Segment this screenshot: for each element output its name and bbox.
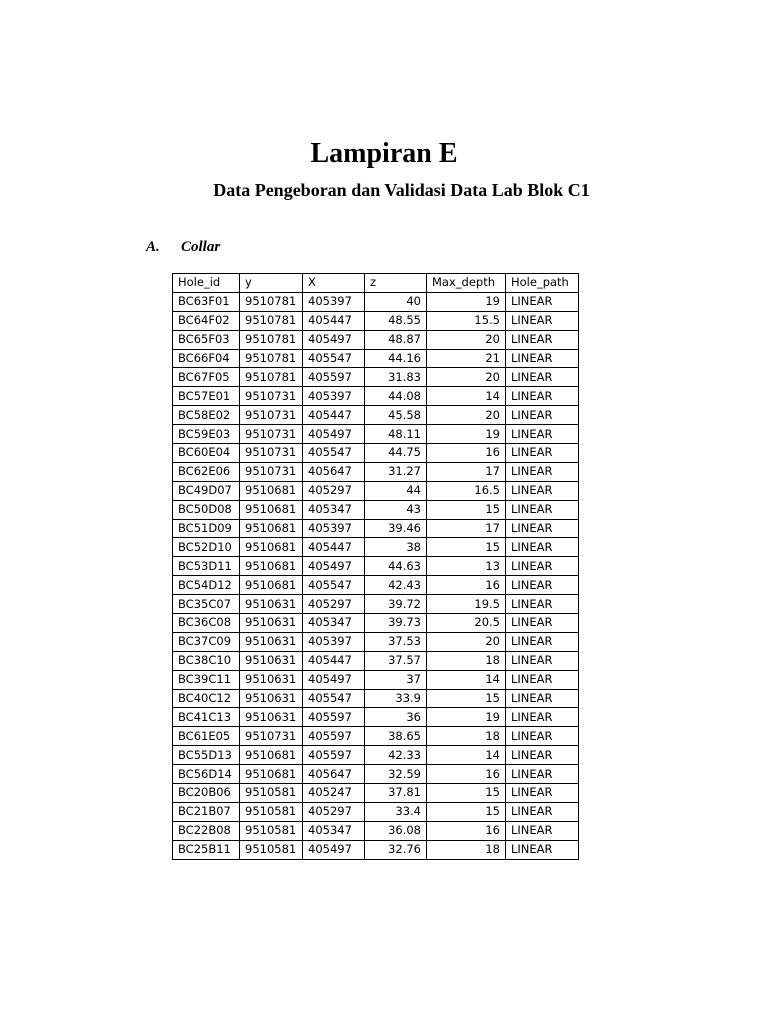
cell-y: 9510781 bbox=[240, 368, 303, 387]
cell-hole-path: LINEAR bbox=[506, 765, 579, 784]
table-row bbox=[173, 349, 579, 368]
cell-z: 32.59 bbox=[365, 765, 427, 784]
cell-y: 9510681 bbox=[240, 519, 303, 538]
cell-z: 37 bbox=[365, 670, 427, 689]
cell-hole-id: BC20B06 bbox=[173, 784, 240, 803]
cell-hole-id: BC51D09 bbox=[173, 519, 240, 538]
cell-max-depth: 14 bbox=[427, 670, 506, 689]
cell-hole-id: BC36C08 bbox=[173, 614, 240, 633]
cell-max-depth: 16 bbox=[427, 576, 506, 595]
cell-hole-id: BC66F04 bbox=[173, 349, 240, 368]
cell-y: 9510681 bbox=[240, 765, 303, 784]
cell-x: 405247 bbox=[303, 784, 365, 803]
cell-y: 9510681 bbox=[240, 538, 303, 557]
cell-x: 405397 bbox=[303, 292, 365, 311]
cell-x: 405647 bbox=[303, 462, 365, 481]
table-row bbox=[173, 368, 579, 387]
cell-hole-path: LINEAR bbox=[506, 444, 579, 463]
cell-max-depth: 16 bbox=[427, 765, 506, 784]
table-row bbox=[173, 802, 579, 821]
cell-y: 9510781 bbox=[240, 311, 303, 330]
page-title: Lampiran E bbox=[310, 138, 458, 169]
cell-max-depth: 20 bbox=[427, 330, 506, 349]
collar-table-body bbox=[173, 292, 579, 859]
table-row bbox=[173, 727, 579, 746]
cell-hole-path: LINEAR bbox=[506, 519, 579, 538]
collar-table bbox=[172, 273, 579, 860]
cell-max-depth: 14 bbox=[427, 387, 506, 406]
cell-hole-id: BC39C11 bbox=[173, 670, 240, 689]
cell-hole-id: BC35C07 bbox=[173, 595, 240, 614]
cell-max-depth: 19.5 bbox=[427, 595, 506, 614]
cell-max-depth: 20.5 bbox=[427, 614, 506, 633]
table-row bbox=[173, 614, 579, 633]
cell-x: 405547 bbox=[303, 576, 365, 595]
cell-z: 44 bbox=[365, 481, 427, 500]
cell-hole-id: BC67F05 bbox=[173, 368, 240, 387]
cell-hole-path: LINEAR bbox=[506, 727, 579, 746]
cell-z: 38 bbox=[365, 538, 427, 557]
cell-z: 43 bbox=[365, 500, 427, 519]
cell-y: 9510681 bbox=[240, 481, 303, 500]
cell-y: 9510731 bbox=[240, 462, 303, 481]
cell-hole-path: LINEAR bbox=[506, 481, 579, 500]
table-row bbox=[173, 708, 579, 727]
section-letter: A. bbox=[146, 239, 160, 255]
cell-y: 9510631 bbox=[240, 689, 303, 708]
cell-x: 405447 bbox=[303, 651, 365, 670]
cell-z: 33.9 bbox=[365, 689, 427, 708]
cell-hole-id: BC56D14 bbox=[173, 765, 240, 784]
cell-z: 31.27 bbox=[365, 462, 427, 481]
cell-hole-path: LINEAR bbox=[506, 614, 579, 633]
cell-x: 405397 bbox=[303, 519, 365, 538]
header-hole-path: Hole_path bbox=[506, 274, 579, 293]
cell-max-depth: 19 bbox=[427, 708, 506, 727]
cell-z: 39.46 bbox=[365, 519, 427, 538]
header-max-depth: Max_depth bbox=[427, 274, 506, 293]
cell-z: 45.58 bbox=[365, 406, 427, 425]
cell-y: 9510681 bbox=[240, 500, 303, 519]
cell-max-depth: 15 bbox=[427, 784, 506, 803]
cell-y: 9510781 bbox=[240, 292, 303, 311]
table-row bbox=[173, 292, 579, 311]
cell-max-depth: 19 bbox=[427, 292, 506, 311]
cell-x: 405397 bbox=[303, 632, 365, 651]
cell-x: 405597 bbox=[303, 368, 365, 387]
cell-z: 48.11 bbox=[365, 425, 427, 444]
cell-x: 405447 bbox=[303, 538, 365, 557]
cell-z: 37.81 bbox=[365, 784, 427, 803]
cell-max-depth: 18 bbox=[427, 651, 506, 670]
table-row bbox=[173, 557, 579, 576]
cell-hole-id: BC22B08 bbox=[173, 821, 240, 840]
table-row bbox=[173, 632, 579, 651]
cell-max-depth: 21 bbox=[427, 349, 506, 368]
cell-x: 405647 bbox=[303, 765, 365, 784]
cell-y: 9510731 bbox=[240, 727, 303, 746]
table-row bbox=[173, 595, 579, 614]
cell-x: 405447 bbox=[303, 406, 365, 425]
table-row bbox=[173, 821, 579, 840]
cell-hole-id: BC64F02 bbox=[173, 311, 240, 330]
cell-hole-id: BC54D12 bbox=[173, 576, 240, 595]
table-row bbox=[173, 576, 579, 595]
cell-hole-id: BC40C12 bbox=[173, 689, 240, 708]
cell-x: 405297 bbox=[303, 481, 365, 500]
cell-hole-path: LINEAR bbox=[506, 462, 579, 481]
table-row bbox=[173, 311, 579, 330]
cell-x: 405497 bbox=[303, 840, 365, 859]
cell-z: 33.4 bbox=[365, 802, 427, 821]
cell-x: 405497 bbox=[303, 425, 365, 444]
table-row bbox=[173, 481, 579, 500]
table-row bbox=[173, 500, 579, 519]
cell-hole-path: LINEAR bbox=[506, 689, 579, 708]
cell-y: 9510631 bbox=[240, 595, 303, 614]
cell-y: 9510631 bbox=[240, 670, 303, 689]
cell-y: 9510631 bbox=[240, 651, 303, 670]
cell-y: 9510731 bbox=[240, 444, 303, 463]
cell-hole-id: BC61E05 bbox=[173, 727, 240, 746]
cell-y: 9510681 bbox=[240, 557, 303, 576]
cell-max-depth: 19 bbox=[427, 425, 506, 444]
table-header-row bbox=[173, 274, 579, 293]
cell-z: 44.16 bbox=[365, 349, 427, 368]
cell-hole-path: LINEAR bbox=[506, 292, 579, 311]
table-row bbox=[173, 765, 579, 784]
cell-z: 39.73 bbox=[365, 614, 427, 633]
table-row bbox=[173, 651, 579, 670]
cell-y: 9510681 bbox=[240, 576, 303, 595]
cell-hole-path: LINEAR bbox=[506, 708, 579, 727]
table-row bbox=[173, 784, 579, 803]
cell-x: 405347 bbox=[303, 614, 365, 633]
cell-z: 39.72 bbox=[365, 595, 427, 614]
cell-max-depth: 14 bbox=[427, 746, 506, 765]
cell-x: 405547 bbox=[303, 349, 365, 368]
cell-hole-id: BC60E04 bbox=[173, 444, 240, 463]
cell-max-depth: 17 bbox=[427, 519, 506, 538]
table-row bbox=[173, 538, 579, 557]
header-y: y bbox=[240, 274, 303, 293]
cell-hole-path: LINEAR bbox=[506, 576, 579, 595]
cell-z: 48.55 bbox=[365, 311, 427, 330]
cell-max-depth: 13 bbox=[427, 557, 506, 576]
cell-x: 405497 bbox=[303, 670, 365, 689]
section-name: Collar bbox=[181, 239, 221, 255]
cell-hole-path: LINEAR bbox=[506, 330, 579, 349]
cell-hole-id: BC49D07 bbox=[173, 481, 240, 500]
cell-max-depth: 15 bbox=[427, 802, 506, 821]
cell-hole-id: BC63F01 bbox=[173, 292, 240, 311]
table-row bbox=[173, 840, 579, 859]
cell-z: 32.76 bbox=[365, 840, 427, 859]
cell-z: 44.63 bbox=[365, 557, 427, 576]
cell-max-depth: 15.5 bbox=[427, 311, 506, 330]
header-z: z bbox=[365, 274, 427, 293]
cell-x: 405397 bbox=[303, 387, 365, 406]
cell-max-depth: 15 bbox=[427, 538, 506, 557]
table-row bbox=[173, 425, 579, 444]
cell-hole-id: BC57E01 bbox=[173, 387, 240, 406]
cell-max-depth: 16 bbox=[427, 444, 506, 463]
header-x: X bbox=[303, 274, 365, 293]
cell-hole-id: BC21B07 bbox=[173, 802, 240, 821]
cell-hole-path: LINEAR bbox=[506, 368, 579, 387]
cell-hole-path: LINEAR bbox=[506, 784, 579, 803]
cell-y: 9510631 bbox=[240, 708, 303, 727]
cell-x: 405597 bbox=[303, 727, 365, 746]
cell-x: 405497 bbox=[303, 557, 365, 576]
page-subtitle: Data Pengeboran dan Validasi Data Lab Blok C1 bbox=[213, 180, 590, 200]
header-hole-id: Hole_id bbox=[173, 274, 240, 293]
cell-z: 36 bbox=[365, 708, 427, 727]
cell-max-depth: 16.5 bbox=[427, 481, 506, 500]
cell-y: 9510731 bbox=[240, 425, 303, 444]
cell-hole-path: LINEAR bbox=[506, 500, 579, 519]
cell-hole-path: LINEAR bbox=[506, 557, 579, 576]
cell-hole-id: BC41C13 bbox=[173, 708, 240, 727]
cell-z: 42.33 bbox=[365, 746, 427, 765]
cell-hole-path: LINEAR bbox=[506, 595, 579, 614]
cell-z: 44.08 bbox=[365, 387, 427, 406]
cell-hole-path: LINEAR bbox=[506, 387, 579, 406]
table-row bbox=[173, 387, 579, 406]
cell-hole-id: BC50D08 bbox=[173, 500, 240, 519]
cell-hole-path: LINEAR bbox=[506, 821, 579, 840]
cell-z: 31.83 bbox=[365, 368, 427, 387]
cell-hole-id: BC38C10 bbox=[173, 651, 240, 670]
cell-y: 9510581 bbox=[240, 802, 303, 821]
cell-y: 9510631 bbox=[240, 632, 303, 651]
cell-z: 42.43 bbox=[365, 576, 427, 595]
cell-hole-path: LINEAR bbox=[506, 311, 579, 330]
table-row bbox=[173, 746, 579, 765]
cell-hole-path: LINEAR bbox=[506, 746, 579, 765]
cell-hole-id: BC25B11 bbox=[173, 840, 240, 859]
cell-hole-path: LINEAR bbox=[506, 406, 579, 425]
cell-max-depth: 15 bbox=[427, 689, 506, 708]
cell-x: 405347 bbox=[303, 500, 365, 519]
cell-z: 37.53 bbox=[365, 632, 427, 651]
cell-z: 37.57 bbox=[365, 651, 427, 670]
cell-max-depth: 18 bbox=[427, 840, 506, 859]
cell-y: 9510581 bbox=[240, 840, 303, 859]
table-row bbox=[173, 689, 579, 708]
cell-y: 9510581 bbox=[240, 821, 303, 840]
cell-hole-id: BC55D13 bbox=[173, 746, 240, 765]
cell-x: 405597 bbox=[303, 746, 365, 765]
cell-y: 9510631 bbox=[240, 614, 303, 633]
cell-hole-path: LINEAR bbox=[506, 425, 579, 444]
cell-max-depth: 20 bbox=[427, 368, 506, 387]
cell-hole-id: BC37C09 bbox=[173, 632, 240, 651]
cell-x: 405347 bbox=[303, 821, 365, 840]
cell-x: 405297 bbox=[303, 802, 365, 821]
cell-hole-path: LINEAR bbox=[506, 840, 579, 859]
cell-y: 9510731 bbox=[240, 387, 303, 406]
cell-max-depth: 18 bbox=[427, 727, 506, 746]
cell-y: 9510781 bbox=[240, 349, 303, 368]
cell-max-depth: 20 bbox=[427, 632, 506, 651]
cell-hole-id: BC59E03 bbox=[173, 425, 240, 444]
cell-hole-id: BC52D10 bbox=[173, 538, 240, 557]
cell-hole-path: LINEAR bbox=[506, 349, 579, 368]
table-row bbox=[173, 444, 579, 463]
cell-y: 9510781 bbox=[240, 330, 303, 349]
cell-y: 9510581 bbox=[240, 784, 303, 803]
cell-y: 9510731 bbox=[240, 406, 303, 425]
cell-hole-path: LINEAR bbox=[506, 538, 579, 557]
cell-hole-path: LINEAR bbox=[506, 632, 579, 651]
cell-x: 405597 bbox=[303, 708, 365, 727]
cell-hole-path: LINEAR bbox=[506, 651, 579, 670]
cell-z: 36.08 bbox=[365, 821, 427, 840]
cell-hole-id: BC62E06 bbox=[173, 462, 240, 481]
cell-x: 405497 bbox=[303, 330, 365, 349]
cell-x: 405547 bbox=[303, 444, 365, 463]
cell-hole-id: BC53D11 bbox=[173, 557, 240, 576]
cell-max-depth: 20 bbox=[427, 406, 506, 425]
cell-hole-path: LINEAR bbox=[506, 802, 579, 821]
cell-hole-id: BC65F03 bbox=[173, 330, 240, 349]
table-row bbox=[173, 406, 579, 425]
cell-z: 40 bbox=[365, 292, 427, 311]
cell-max-depth: 17 bbox=[427, 462, 506, 481]
table-row bbox=[173, 670, 579, 689]
cell-z: 44.75 bbox=[365, 444, 427, 463]
cell-z: 38.65 bbox=[365, 727, 427, 746]
cell-x: 405297 bbox=[303, 595, 365, 614]
table-row bbox=[173, 330, 579, 349]
section-heading bbox=[146, 236, 220, 258]
cell-hole-id: BC58E02 bbox=[173, 406, 240, 425]
table-row bbox=[173, 519, 579, 538]
cell-max-depth: 16 bbox=[427, 821, 506, 840]
cell-x: 405547 bbox=[303, 689, 365, 708]
cell-x: 405447 bbox=[303, 311, 365, 330]
table-row bbox=[173, 462, 579, 481]
cell-z: 48.87 bbox=[365, 330, 427, 349]
cell-max-depth: 15 bbox=[427, 500, 506, 519]
cell-hole-path: LINEAR bbox=[506, 670, 579, 689]
cell-y: 9510681 bbox=[240, 746, 303, 765]
